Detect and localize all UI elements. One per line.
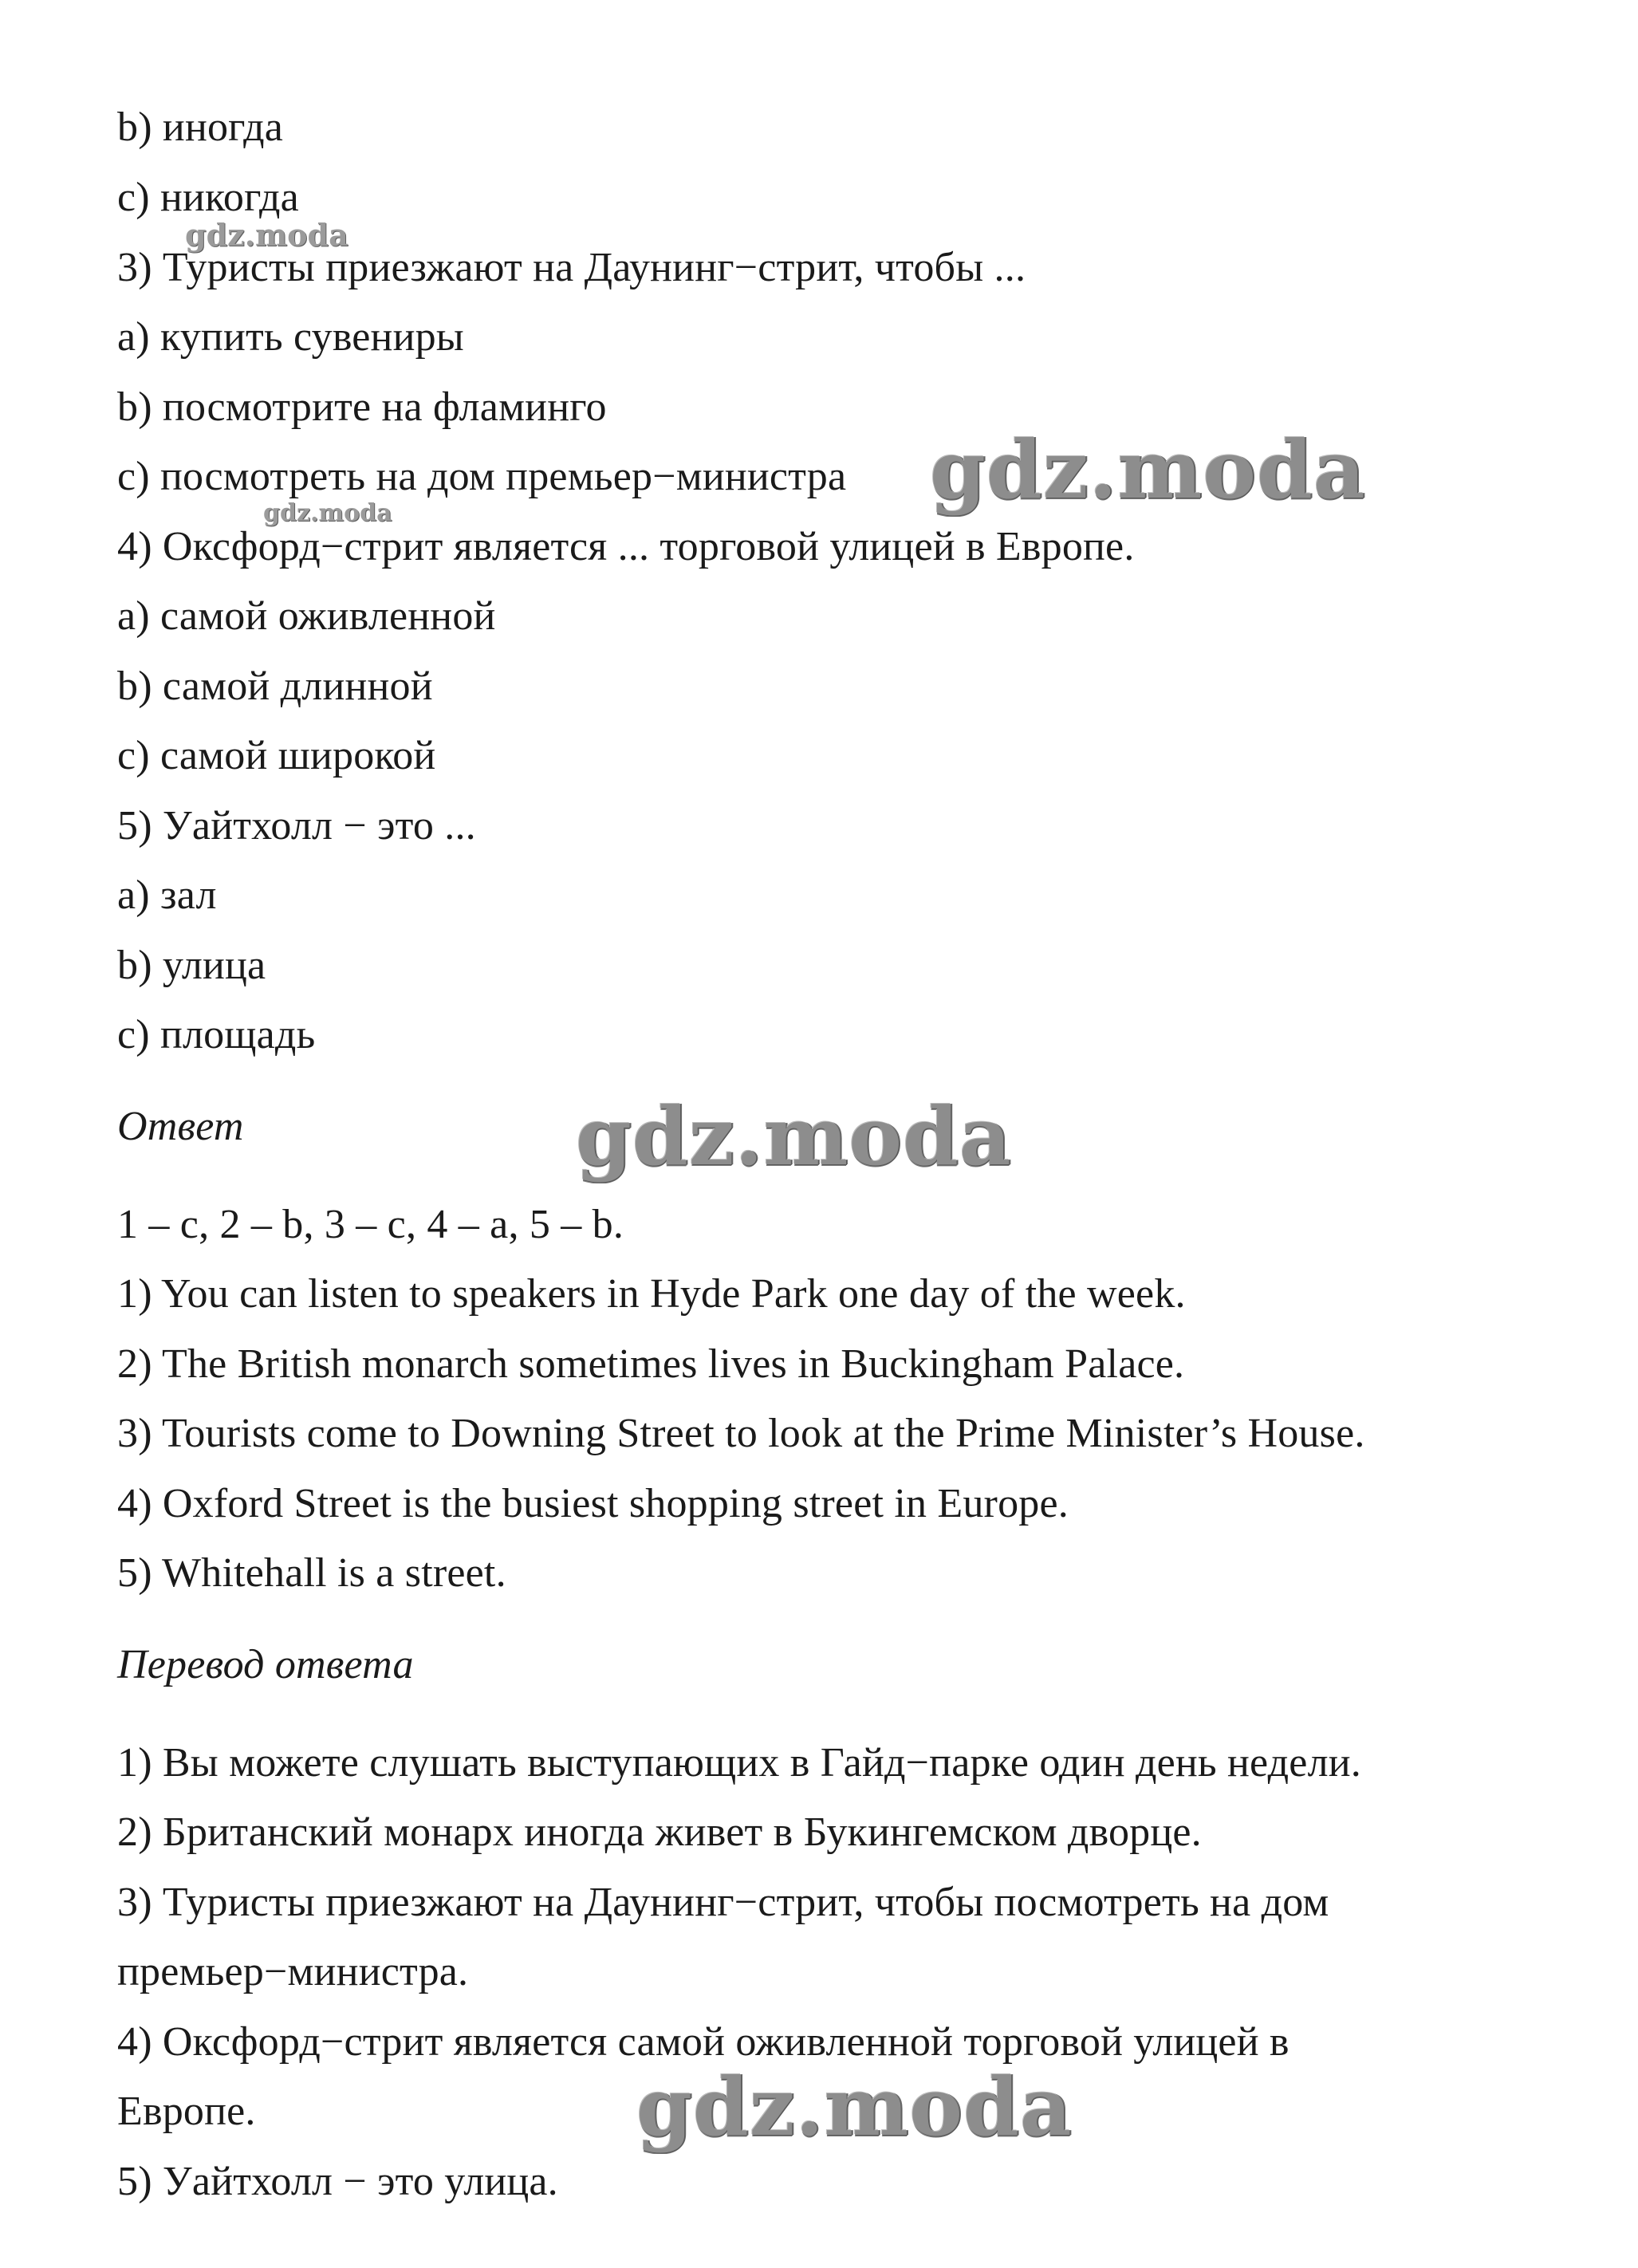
watermark-large-1: gdz.moda: [930, 423, 1366, 517]
option-a-souvenirs: a) купить сувениры: [117, 314, 464, 360]
option-c-square: c) площадь: [117, 1012, 316, 1057]
option-c-pm-house: c) посмотреть на дом премьер−министра: [117, 454, 847, 499]
answer-en-1: 1) You can listen to speakers in Hyde Park one day of the week.: [117, 1271, 1186, 1317]
translation-3-cont: премьер−министра.: [117, 1949, 469, 1994]
watermark-large-2: gdz.moda: [576, 1089, 1012, 1183]
option-a-hall: a) зал: [117, 872, 217, 918]
translation-1: 1) Вы можете слушать выступающих в Гайд−парке один день недели.: [117, 1740, 1361, 1786]
answer-en-4: 4) Oxford Street is the busiest shopping street in Europe.: [117, 1481, 1069, 1526]
question-5: 5) Уайтхолл − это ...: [117, 803, 476, 849]
answer-key: 1 – c, 2 – b, 3 – c, 4 – a, 5 – b.: [117, 1202, 624, 1247]
answer-en-3: 3) Tourists come to Downing Street to look at the Prime Minister’s House.: [117, 1411, 1365, 1456]
translation-heading: Перевод ответа: [117, 1642, 414, 1687]
translation-3: 3) Туристы приезжают на Даунинг−стрит, чтобы посмотреть на дом: [117, 1880, 1329, 1925]
option-c-never: c) никогда: [117, 175, 299, 220]
question-4: 4) Оксфорд−стрит является ... торговой улицей в Европе.: [117, 524, 1135, 569]
option-b-street: b) улица: [117, 943, 266, 988]
option-b-flamingo: b) посмотрите на фламинго: [117, 384, 607, 430]
question-3: 3) Туристы приезжают на Даунинг−стрит, чтобы ...: [117, 245, 1026, 290]
answer-heading: Ответ: [117, 1104, 244, 1149]
translation-2: 2) Британский монарх иногда живет в Букингемском дворце.: [117, 1809, 1202, 1855]
watermark-small-1: gdz.moda: [185, 217, 348, 253]
translation-5: 5) Уайтхолл − это улица.: [117, 2159, 558, 2204]
answer-en-5: 5) Whitehall is a street.: [117, 1550, 506, 1596]
option-c-widest: c) самой широкой: [117, 733, 436, 778]
translation-4-cont: Европе.: [117, 2089, 256, 2134]
translation-4: 4) Оксфорд−стрит является самой оживленной торговой улицей в: [117, 2019, 1290, 2065]
watermark-small-2: gdz.moda: [263, 499, 392, 527]
answer-en-2: 2) The British monarch sometimes lives in Buckingham Palace.: [117, 1341, 1185, 1387]
option-b-sometimes: b) иногда: [117, 104, 284, 150]
option-b-longest: b) самой длинной: [117, 663, 433, 709]
watermark-large-3: gdz.moda: [636, 2060, 1073, 2154]
option-a-busiest: a) самой оживленной: [117, 593, 496, 639]
